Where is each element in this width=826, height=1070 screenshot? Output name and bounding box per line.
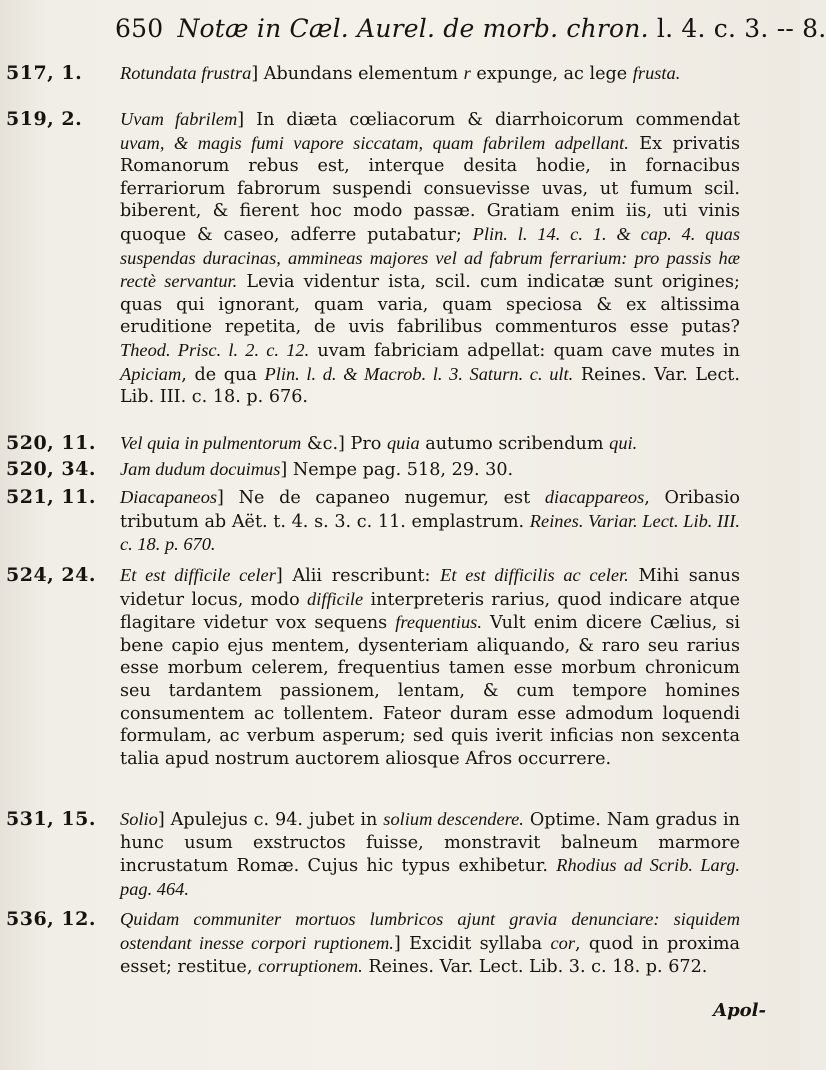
note-reference: 519, 2. [6,108,83,130]
note-text-segment: interpreteris rarius, quod indicare atque flagitare videtur vox sequens [120,589,740,634]
note-text-segment: Levia videntur ista, scil. cum indicatæ sunt origines; quas qui ignorant, quam varia, quam speciosa & ex altissima eruditione repetita, de uvis fabrilibus commenturos esse putas? [120,272,740,338]
note-text-segment: ] Ne de capaneo nugemur, est [217,488,545,508]
note-text [120,564,740,770]
note-text-segment: Mihi sanus videtur locus, modo [120,566,740,610]
note-text-segment: Vult enim dicere Cælius, si bene capio ejus mentem, dysenteriam aliquando, & raro seu rarius esse morbum celerem, frequentius tamen esse morbum chronicum seu tardantem passionem, lentam, & cum tempore homines consumentem ac tollentem. Fateor duram esse admodum loquendi formulam, ac verbum asperum; sed quis iverit inficias non sexcenta talia apud nostrum auctorem aliosque Afros occurrere. [120,613,740,769]
italic-citation: Plin. l. 14. c. 1. & cap. 4. quas suspendas duracinas, ammineas majores vel ad fabrum ferrarium: pro passis hæ rectè servantur. [120,223,740,292]
note-lemma: Et est difficile celer [120,565,276,585]
note-text [120,432,740,456]
italic-citation: quia [386,433,420,453]
italic-citation: frusta. [632,63,681,83]
note-reference: 521, 11. [6,486,96,508]
italic-citation: cor [550,932,575,953]
note-reference: 520, 34. [6,458,96,480]
note-text-segment: Reines. Var. Lect. Lib. III. c. 18. p. 676. [120,364,740,408]
italic-citation: Reines. Variar. Lect. Lib. III. c. 18. p. 670. [120,510,741,555]
note-lemma: Solio [120,809,158,829]
note-text-segment: Optime. Nam gradus in hunc usum exstructos fuisse, monstravit balneum marmore incrustatum Romæ. Cujus hic typus exhibetur. [120,810,740,877]
note-lemma: Vel quia in pulmentorum [120,433,302,453]
note-lemma: Uvam fabrilem [120,109,238,129]
note-reference: 524, 24. [6,564,96,586]
note-text-segment: , Oribasio tributum ab Aët. t. 4. s. 3. c. 11. emplastrum. [120,488,740,532]
note-text-segment: ] Apulejus c. 94. jubet in [157,810,384,830]
note-text [120,458,740,482]
note-text-segment: ] Alii rescribunt: [275,566,441,586]
italic-citation: corruptionem. [258,956,363,977]
note-text-segment: ] In diæta cœliacorum & diarrhoicorum commendat [237,110,740,130]
note-text-segment: uvam fabriciam adpellat: quam cave mutes in [309,340,741,361]
italic-citation: r [463,63,471,83]
running-header [115,14,826,43]
note-text-segment: Reines. Var. Lect. Lib. 3. c. 18. p. 672. [362,957,708,978]
note-text-segment: ] Excidit syllaba [393,933,551,954]
catchword: Apol- [713,1000,766,1021]
note-text-segment: &c.] Pro [301,434,387,454]
note-reference: 531, 15. [6,808,96,830]
note-text-segment: ] Nempe pag. 518, 29. 30. [280,460,514,480]
note-lemma: Diacapaneos [120,487,218,507]
note-reference: 520, 11. [6,432,96,454]
note-text [120,486,740,557]
note-text [120,808,740,901]
italic-citation: Apiciam [120,363,182,384]
italic-citation: diacappareos [544,487,645,507]
italic-citation: Plin. l. d. & Macrob. l. 3. Saturn. c. ult. [264,363,574,384]
italic-citation: uvam, & magis fumi vapore siccatam, quam fabrilem adpellant. [120,132,629,153]
chapter-reference: l. 4. c. 3. -- 8. [656,14,826,43]
note-reference: 536, 12. [6,908,96,930]
note-text-segment: Ex privatis Romanorum rebus est, interque desita hodie, in fornacibus ferrariorum fabrorum suspendi consuevisse uvas, ut fumum scil. biberent, & fierent hoc modo passæ. Gratiam enim iis, uti vinis quoque & caseo, adferre putabatur; [120,133,740,245]
running-title: Notæ in Cæl. Aurel. de morb. chron. [177,14,649,43]
note-text-segment: autumo scribendum [419,434,610,454]
note-lemma: Jam dudum docuimus [120,459,281,479]
italic-citation: Et est difficilis ac celer. [440,565,629,585]
note-text-segment: , quod in proxima esset; restitue, [120,933,741,978]
italic-citation: Theod. Prisc. l. 2. c. 12. [120,339,310,360]
page-number: 650 [115,14,164,43]
italic-citation: frequentius. [395,612,482,633]
italic-citation: difficile [307,588,364,609]
note-text [120,908,740,979]
note-text [120,108,740,409]
italic-citation: Rhodius ad Scrib. Larg. pag. 464. [120,855,741,899]
italic-citation: qui. [609,433,638,453]
italic-citation: solium descendere. [383,809,524,829]
note-text-segment: , de qua [181,364,265,385]
note-text-segment: expunge, ac lege [470,64,633,84]
note-text [120,62,740,86]
note-lemma: Quidam communiter mortuos lumbricos ajunt gravia denunciare: siquidem ostendant inesse corpori ruptionem. [120,909,740,953]
note-reference: 517, 1. [6,62,83,84]
note-lemma: Rotundata frustra [120,63,252,83]
note-text-segment: ] Abundans elementum [251,64,464,84]
